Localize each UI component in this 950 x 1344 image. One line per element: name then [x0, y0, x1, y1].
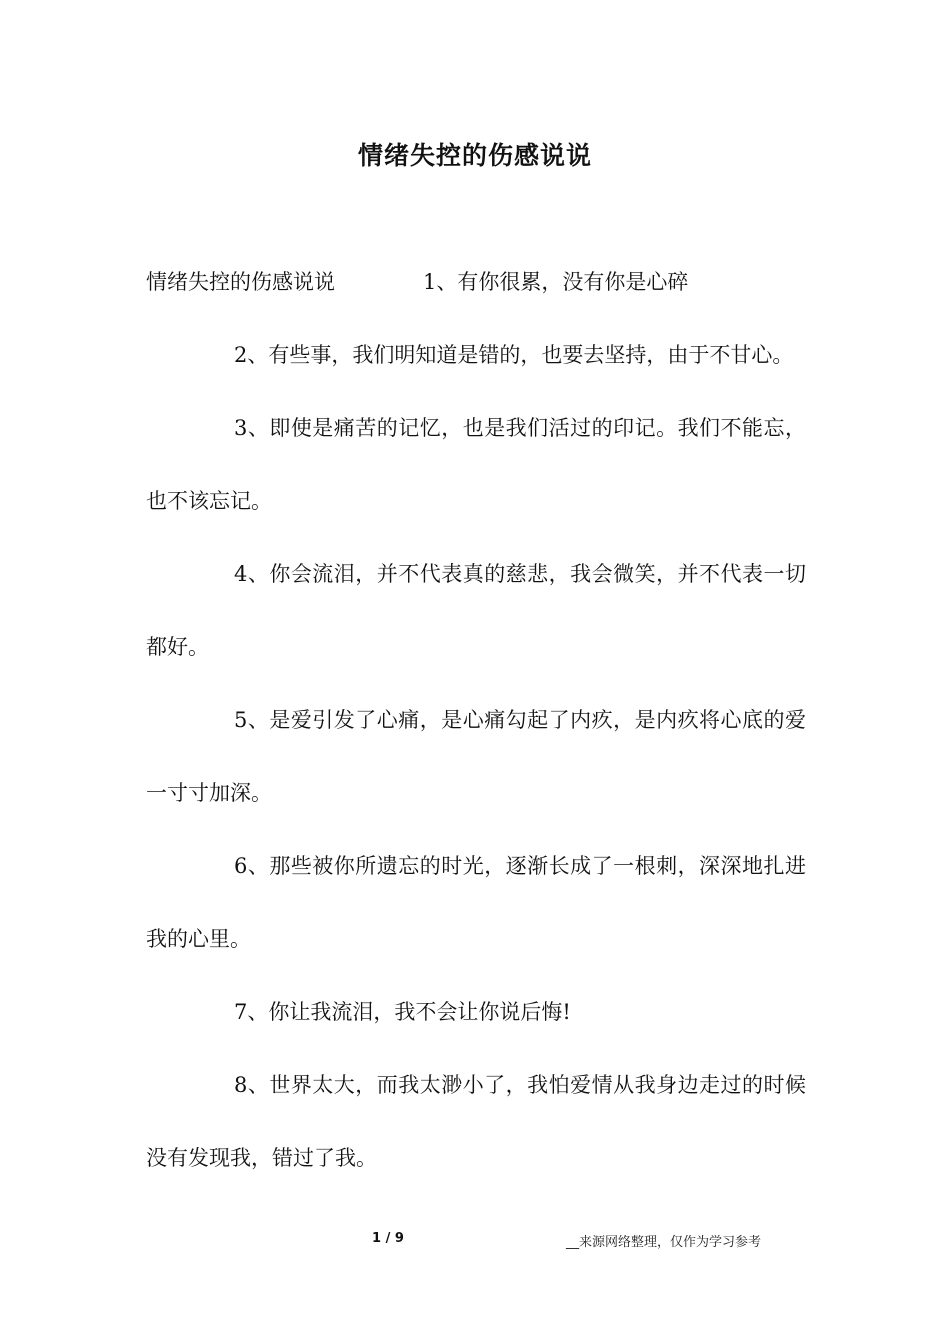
paragraph-8: 8、世界太大，而我太渺小了，我怕爱情从我身边走过的时候没有发现我，错过了我。: [146, 1073, 806, 1170]
paragraph-4: 4、你会流泪，并不代表真的慈悲，我会微笑，并不代表一切都好。: [146, 562, 806, 659]
paragraph-2: 2、有些事，我们明知道是错的，也要去坚持，由于不甘心。: [234, 343, 794, 367]
document-body: [146, 246, 806, 1195]
page-title: 情绪失控的伤感说说: [357, 141, 592, 170]
page-footer: [0, 1231, 950, 1253]
source-note: __来源网络整理，仅作为学习参考: [566, 1235, 762, 1250]
paragraph-text: 1、有你很累，没有你是心碎: [423, 270, 689, 294]
paragraph-5: 5、是爱引发了心痛，是心痛勾起了内疚，是内疚将心底的爱一寸寸加深。: [146, 708, 806, 805]
paragraph-6: 6、那些被你所遗忘的时光，逐渐长成了一根刺，深深地扎进我的心里。: [146, 854, 806, 951]
page-number: 1 / 9: [372, 1231, 404, 1246]
paragraph-3: 3、即使是痛苦的记忆，也是我们活过的印记。我们不能忘，也不该忘记。: [146, 416, 806, 513]
intro-label: 情绪失控的伤感说说: [146, 270, 335, 294]
paragraph-1: [146, 246, 806, 319]
paragraph-7: 7、你让我流泪，我不会让你说后悔!: [234, 1000, 571, 1024]
